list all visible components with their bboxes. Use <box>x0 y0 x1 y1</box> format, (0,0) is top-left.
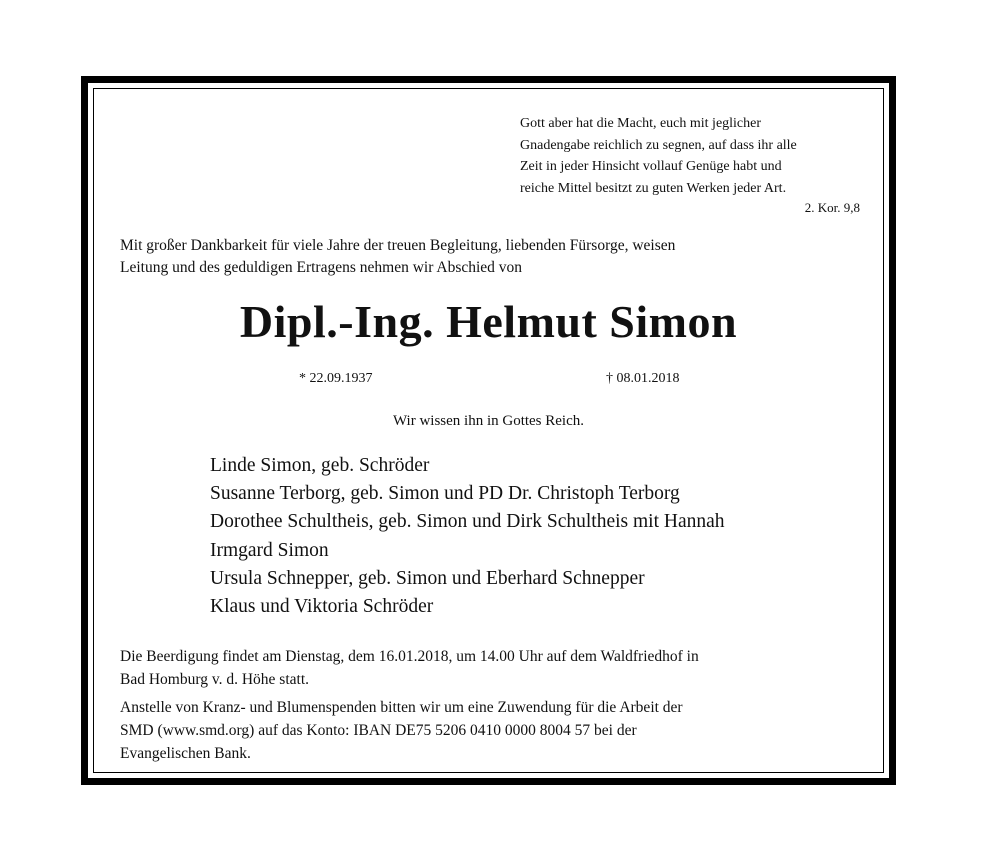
funeral-notice <box>120 645 880 691</box>
mourner-item: Linde Simon, geb. Schröder <box>210 455 430 476</box>
donation-line: Anstelle von Kranz- und Blumenspenden bitten wir um eine Zuwendung für die Arbeit der <box>120 699 683 716</box>
mourner-item: Dorothee Schultheis, geb. Simon und Dirk Schultheis mit Hannah <box>210 511 725 533</box>
verse-line: Zeit in jeder Hinsicht vollauf Genüge habt und <box>520 159 782 174</box>
funeral-line: Die Beerdigung findet am Dienstag, dem 16.01.2018, um 14.00 Uhr auf dem Waldfriedhof in <box>120 648 699 665</box>
mourner-item: Klaus und Viktoria Schröder <box>210 596 434 618</box>
verse-line: reiche Mittel besitzt zu guten Werken jeder Art. <box>520 180 787 196</box>
death-date: † 08.01.2018 <box>606 371 680 386</box>
mourners-list <box>210 452 725 621</box>
deceased-name: Dipl.-Ing. Helmut Simon <box>239 296 738 347</box>
intro-line: Mit großer Dankbarkeit für viele Jahre der treuen Begleitung, liebenden Fürsorge, weisen <box>120 237 676 254</box>
mourner-item: Ursula Schnepper, geb. Simon und Eberhard Schnepper <box>210 567 645 589</box>
intro-text <box>120 235 860 279</box>
mourner-item: Susanne Terborg, geb. Simon und PD Dr. Christoph Terborg <box>210 483 680 505</box>
verse-line: Gnadengabe reichlich zu segnen, auf dass ihr alle <box>520 137 797 153</box>
intro-line: Leitung und des geduldigen Ertragens nehmen wir Abschied von <box>120 259 523 276</box>
verse-line: Gott aber hat die Macht, euch mit jeglicher <box>520 116 762 131</box>
verse-reference: 2. Kor. 9,8 <box>804 200 860 215</box>
birth-date: * 22.09.1937 <box>299 371 373 386</box>
mourner-item: Irmgard Simon <box>210 539 329 561</box>
funeral-line: Bad Homburg v. d. Höhe statt. <box>120 671 309 688</box>
bible-verse <box>520 113 865 199</box>
faith-statement: Wir wissen ihn in Gottes Reich. <box>392 413 585 429</box>
obituary-frame <box>81 76 896 785</box>
donation-line: Evangelischen Bank. <box>120 745 251 762</box>
donation-notice <box>120 696 880 765</box>
donation-line: SMD (www.smd.org) auf das Konto: IBAN DE75 5206 0410 0000 8004 57 bei der <box>120 722 637 739</box>
inner-border <box>93 88 884 773</box>
